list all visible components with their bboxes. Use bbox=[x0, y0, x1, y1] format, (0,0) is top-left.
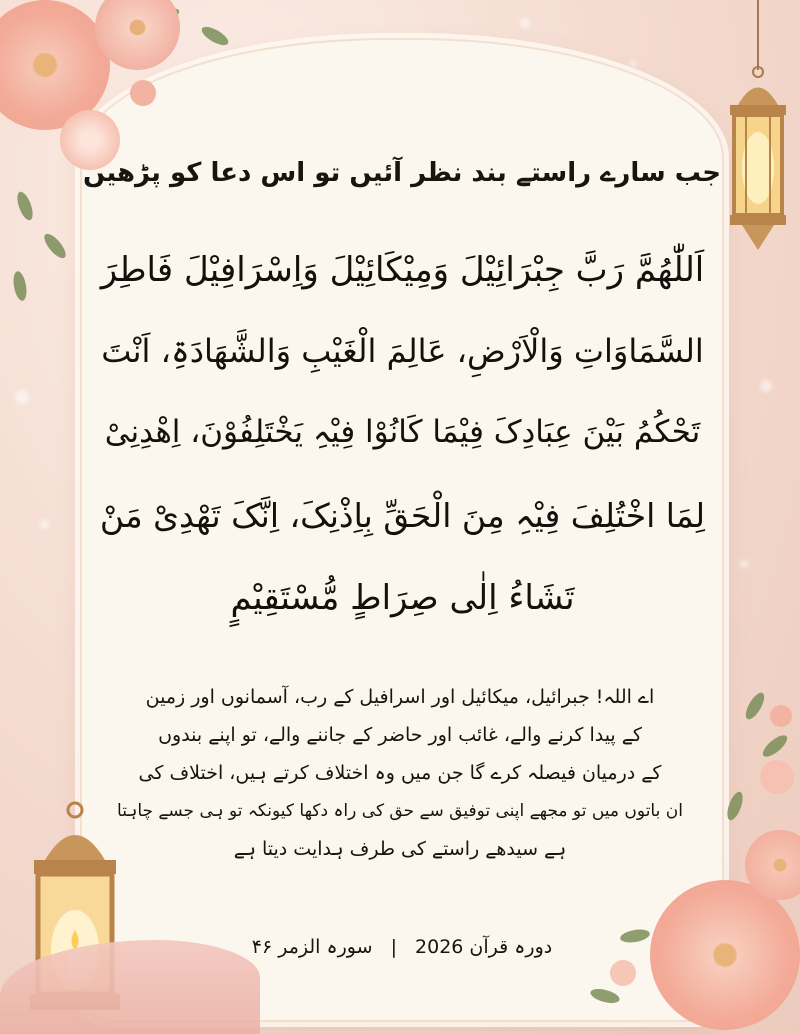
translation-line: ہے سیدھے راستے کی طرف ہدایت دیتا ہے bbox=[233, 838, 567, 860]
arabic-dua-line: اَللّٰھُمَّ رَبَّ جِبْرَائِیْلَ وَمِیْکَائِیْلَ وَاِسْرَافِیْلَ فَاطِرَ bbox=[100, 250, 705, 290]
leaf-icon bbox=[742, 690, 767, 722]
flower-bud-icon bbox=[770, 705, 792, 727]
arabic-dua-line: السَّمَاوَاتِ وَالْاَرْضِ، عَالِمَ الْغَیْبِ وَالشَّھَادَۃِ، اَنْتَ bbox=[101, 332, 704, 370]
page-title: جب سارے راستے بند نظر آئیں تو اس دعا کو پڑھیں bbox=[82, 158, 722, 188]
leaf-icon bbox=[11, 270, 28, 302]
bokeh-light bbox=[15, 390, 29, 404]
arabic-dua-line: تَشَاءُ اِلٰی صِرَاطٍ مُّسْتَقِیْمٍ bbox=[230, 578, 575, 618]
arabic-dua-line: تَحْکُمُ بَیْنَ عِبَادِکَ فِیْمَا کَانُوْا فِیْہِ یَخْتَلِفُوْنَ، اِھْدِنِیْ bbox=[104, 414, 701, 450]
bokeh-light bbox=[520, 18, 530, 28]
footer-surah: سورہ الزمر ۴۶ bbox=[251, 936, 373, 958]
flower-bud-icon bbox=[760, 760, 794, 794]
urdu-translation bbox=[110, 678, 690, 868]
leaf-icon bbox=[760, 732, 791, 760]
translation-line: ان باتوں میں تو مجھے اپنی توفیق سے حق کی راہ دکھا کیونکہ تو ہی جسے چاہتا bbox=[117, 801, 683, 821]
bokeh-light bbox=[40, 520, 49, 529]
footer-reference bbox=[82, 936, 722, 958]
bokeh-light bbox=[760, 380, 772, 392]
translation-line: کے درمیان فیصلہ کرے گا جن میں وہ اختلاف کرتے ہیں، اختلاف کی bbox=[138, 762, 662, 784]
flower-bud-icon bbox=[130, 80, 156, 106]
footer-course: دورہ قرآن 2026 bbox=[415, 936, 553, 958]
leaf-icon bbox=[724, 790, 746, 822]
leaf-icon bbox=[14, 190, 36, 222]
flower-bud-icon bbox=[610, 960, 636, 986]
hanging-lantern-icon bbox=[716, 0, 800, 260]
leaf-icon bbox=[199, 23, 231, 48]
bokeh-light bbox=[630, 60, 637, 67]
bokeh-light bbox=[740, 560, 748, 568]
translation-line: اے اللہ! جبرائیل، میکائیل اور اسرافیل کے رب، آسمانوں اور زمین bbox=[145, 686, 655, 708]
arabic-dua-line: لِمَا اخْتُلِفَ فِیْہِ مِنَ الْحَقِّ بِاِذْنِکَ، اِنَّکَ تَھْدِیْ مَنْ bbox=[99, 496, 705, 535]
leaf-icon bbox=[41, 231, 69, 262]
footer-separator: | bbox=[390, 936, 397, 958]
translation-line: کے پیدا کرنے والے، غائب اور حاضر کے جاننے والے، تو اپنے بندوں bbox=[158, 724, 642, 746]
